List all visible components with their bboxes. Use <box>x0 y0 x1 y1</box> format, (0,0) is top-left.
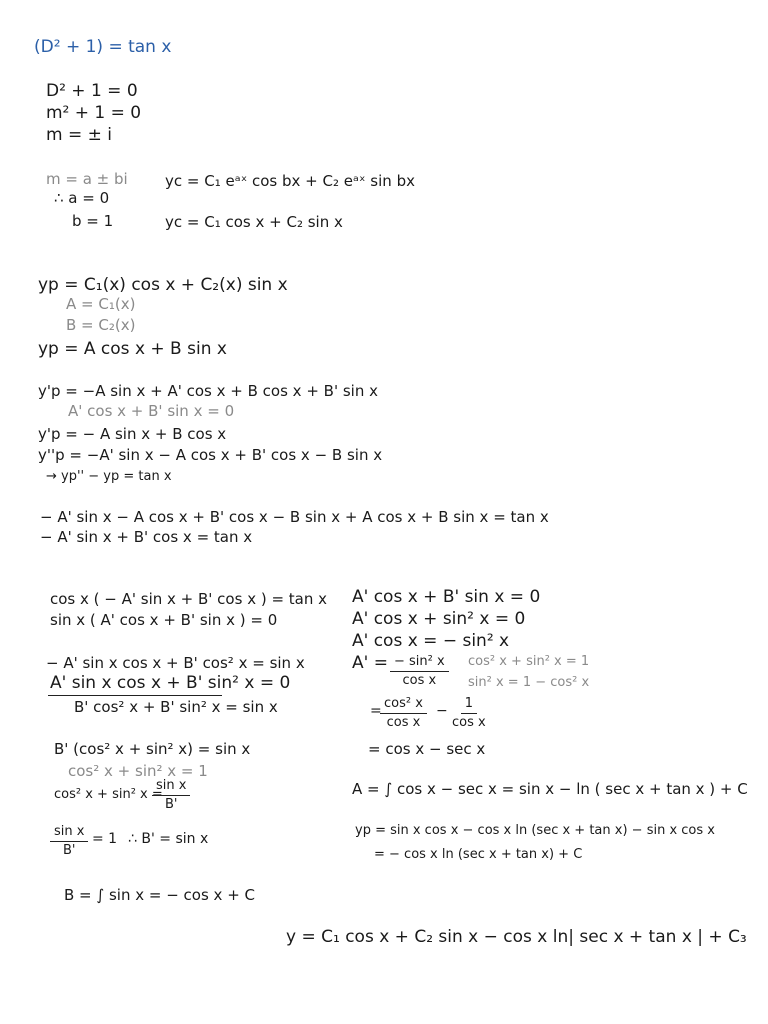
aprime-result: = cos x − sec x <box>368 740 486 758</box>
aprime-fraction <box>390 654 449 689</box>
equals-one: = 1 <box>92 831 118 847</box>
equals-sign: = <box>370 703 382 719</box>
right-eq-1: A' cos x + B' sin x = 0 <box>352 587 541 607</box>
fraction-numerator: 1 <box>461 696 477 714</box>
constraint-note: A' cos x + B' sin x = 0 <box>68 402 235 420</box>
fraction-denominator: B' <box>164 797 178 812</box>
fraction-numerator: sin x <box>50 824 88 842</box>
expanded-eq-2: A' sin x cos x + B' sin² x = 0 <box>50 673 291 693</box>
b-value: b = 1 <box>72 212 114 230</box>
yp-simplified: = − cos x ln (sec x + tan x) + C <box>374 847 583 862</box>
bprime-result: ∴ B' = sin x <box>128 831 209 847</box>
sin-over-bprime-fraction <box>152 778 190 813</box>
char-eq-3: m = ± i <box>46 125 112 145</box>
reduced-eq: − A' sin x + B' cos x = tan x <box>40 528 253 546</box>
a-integral: A = ∫ cos x − sec x = sin x − ln ( sec x + tan x ) + C <box>352 780 748 798</box>
yc-general: yc = C₁ eᵃˣ cos bx + C₂ eᵃˣ sin bx <box>165 172 415 190</box>
sin-over-bprime-fraction-2 <box>50 824 88 859</box>
pythagorean-note: cos² x + sin² x = 1 <box>468 654 590 669</box>
sum-rule <box>48 695 222 696</box>
yp-form: yp = C₁(x) cos x + C₂(x) sin x <box>38 275 288 295</box>
substituted-eq: − A' sin x − A cos x + B' cos x − B sin x + A cos x + B sin x = tan x <box>40 508 549 526</box>
problem-title: (D² + 1) = tan x <box>34 37 172 57</box>
secant-fraction <box>448 696 490 731</box>
right-eq-3: A' cos x = − sin² x <box>352 631 510 651</box>
yp-derivative-1: y'p = −A sin x + A' cos x + B cos x + B' sin x <box>38 382 378 400</box>
right-eq-2: A' cos x + sin² x = 0 <box>352 609 526 629</box>
cos-squared-fraction <box>380 696 427 731</box>
char-eq-2: m² + 1 = 0 <box>46 103 142 123</box>
b-integral: B = ∫ sin x = − cos x + C <box>64 886 256 904</box>
yp-derivative-simplified: y'p = − A sin x + B cos x <box>38 425 227 443</box>
identity-note: cos² x + sin² x = 1 <box>68 762 208 780</box>
fraction-numerator: cos² x <box>380 696 427 714</box>
fraction-denominator: cos x <box>402 673 437 688</box>
aprime-lhs: A' = <box>352 653 388 673</box>
minus-sign: − <box>436 703 448 719</box>
root-form: m = a ± bi <box>46 170 128 188</box>
b-definition: B = C₂(x) <box>66 316 136 334</box>
system-eq-2: sin x ( A' cos x + B' sin x ) = 0 <box>50 611 278 629</box>
system-eq-1: cos x ( − A' sin x + B' cos x ) = tan x <box>50 590 328 608</box>
a-definition: A = C₁(x) <box>66 295 136 313</box>
fraction-numerator: − sin² x <box>390 654 449 672</box>
fraction-denominator: cos x <box>386 715 421 730</box>
factored-eq: B' (cos² x + sin² x) = sin x <box>54 740 251 758</box>
char-eq-1: D² + 1 = 0 <box>46 81 138 101</box>
fraction-denominator: cos x <box>452 715 486 730</box>
expanded-eq-1: − A' sin x cos x + B' cos² x = sin x <box>46 654 305 672</box>
summed-eq: B' cos² x + B' sin² x = sin x <box>74 698 278 716</box>
yc-specific: yc = C₁ cos x + C₂ sin x <box>165 213 343 231</box>
fraction-denominator: B' <box>62 843 76 858</box>
yp-substituted: yp = sin x cos x − cos x ln (sec x + tan x) − sin x cos x <box>355 823 715 838</box>
general-solution: y = C₁ cos x + C₂ sin x − cos x ln| sec x + tan x | + C₃ <box>286 927 747 947</box>
yp-second-derivative: y''p = −A' sin x − A cos x + B' cos x − B sin x <box>38 446 383 464</box>
yp-ab-form: yp = A cos x + B sin x <box>38 339 227 359</box>
identity-substitution: cos² x + sin² x = <box>54 787 163 802</box>
sin-squared-note: sin² x = 1 − cos² x <box>468 675 590 690</box>
fraction-numerator: sin x <box>152 778 190 796</box>
a-value: ∴ a = 0 <box>54 189 110 207</box>
ode-substitution: → yp'' − yp = tan x <box>46 469 172 484</box>
